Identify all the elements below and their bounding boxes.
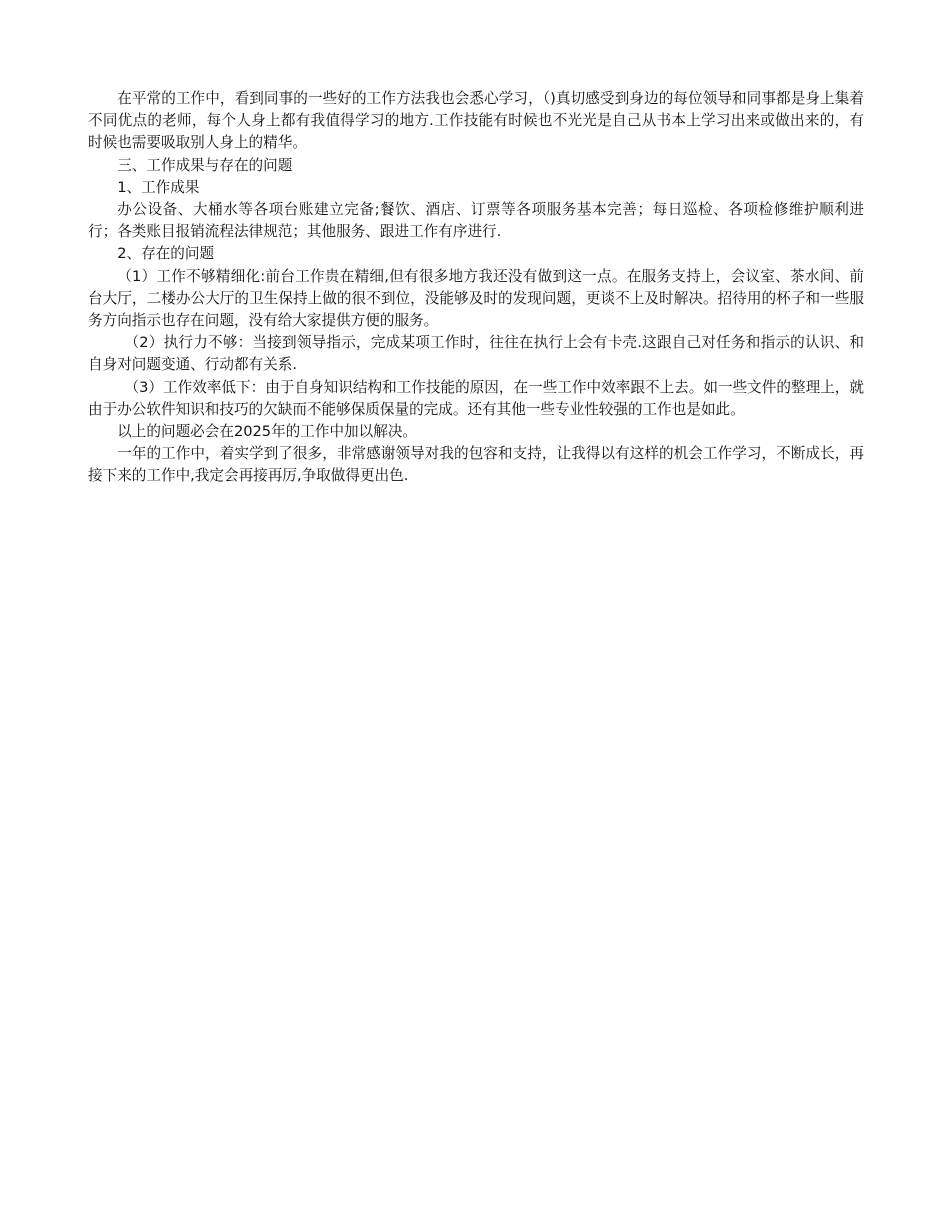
paragraph-closing: 一年的工作中，着实学到了很多，非常感谢领导对我的包容和支持，让我得以有这样的机会工作学习，不断成长，再接下来的工作中,我定会再接再厉,争取做得更出色. bbox=[88, 445, 864, 485]
document-page bbox=[88, 88, 864, 488]
paragraph-problem-2: （2）执行力不够：当接到领导指示，完成某项工作时，往往在执行上会有卡壳.这跟自己对任务和指示的认识、和自身对问题变通、行动都有关系. bbox=[88, 334, 864, 374]
paragraph-resolution: 以上的问题必会在2025年的工作中加以解决。 bbox=[117, 423, 418, 441]
paragraph-problem-3: （3）工作效率低下：由于自身知识结构和工作技能的原因，在一些工作中效率跟不上去。如一些文件的整理上，就由于办公软件知识和技巧的欠缺而不能够保质保量的完成。还有其他一些专业性较强的工作也是如此。 bbox=[88, 378, 864, 418]
subheading-work-results: 1、工作成果 bbox=[117, 178, 200, 196]
paragraph-work-results: 办公设备、大桶水等各项台账建立完备;餐饮、酒店、订票等各项服务基本完善；每日巡检、各项检修维护顺利进行；各类账目报销流程法律规范；其他服务、跟进工作有序进行. bbox=[88, 201, 864, 241]
paragraph-learning-from-colleagues: 在平常的工作中，看到同事的一些好的工作方法我也会悉心学习，（)真切感受到身边的每位领导和同事都是身上集着不同优点的老师，每个人身上都有我值得学习的地方.工作技能有时候也不光光是自己从书本上学习出来或做出来的，有时候也需要吸取别人身上的精华。 bbox=[88, 90, 864, 152]
paragraph-problem-1: （1）工作不够精细化:前台工作贵在精细,但有很多地方我还没有做到这一点。在服务支持上，会议室、茶水间、前台大厅，二楼办公大厅的卫生保持上做的很不到位，没能够及时的发现问题，更谈不上及时解决。招待用的杯子和一些服务方向指示也存在问题，没有给大家提供方便的服务。 bbox=[88, 267, 864, 330]
subheading-existing-problems: 2、存在的问题 bbox=[117, 245, 215, 263]
section-heading-results-and-problems: 三、工作成果与存在的问题 bbox=[117, 156, 293, 174]
